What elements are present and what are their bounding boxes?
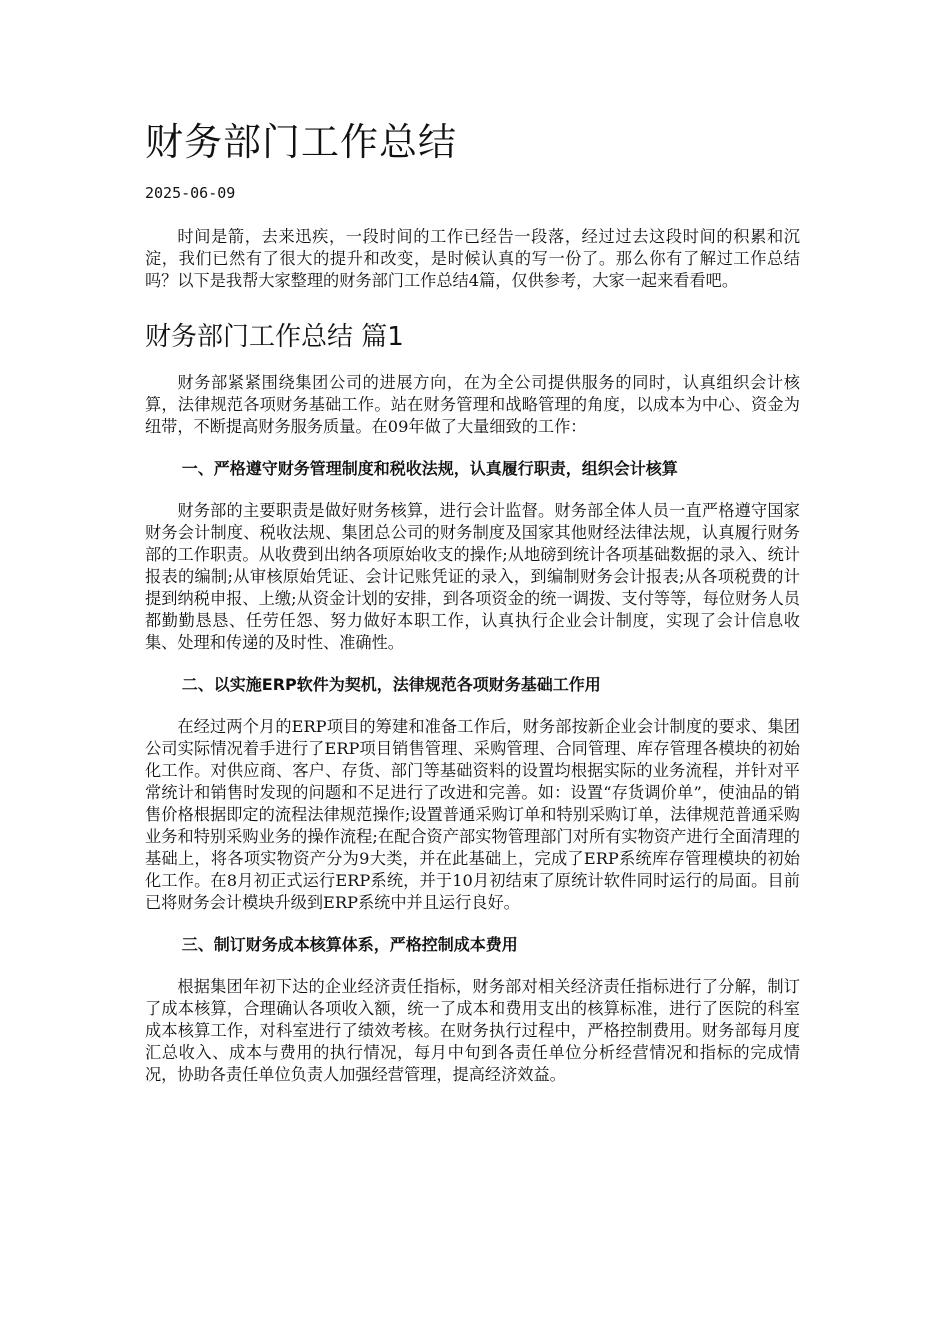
item-body-1: 财务部的主要职责是做好财务核算，进行会计监督。财务部全体人员一直严格遵守国家财务会计制度、税收法规、集团总公司的财务制度及国家其他财经法律法规，认真履行财务部的工作职责。从收费到出纳各项原始收支的操作;从地磅到统计各项基础数据的录入、统计报表的编制;从审核原始凭证、会计记账凭证的录入，到编制财务会计报表;从各项税费的计提到纳税申报、上缴;从资金计划的安排，到各项资金的统一调拨、支付等等，每位财务人员都勤勤恳恳、任劳任怨、努力做好本职工作，认真执行企业会计制度，实现了会计信息收集、处理和传递的及时性、准确性。 [145,501,800,652]
item-heading-3: 三、制订财务成本核算体系，严格控制成本费用 [181,935,518,954]
document-date: 2025-06-09 [145,184,236,202]
document-title: 财务部门工作总结 [145,120,458,164]
intro-paragraph: 时间是箭，去来迅疾，一段时间的工作已经告一段落，经过过去这段时间的积累和沉淀，我们已然有了很大的提升和改变，是时候认真的写一份了。那么你有了解过工作总结吗？以下是我帮大家整理的财务部门工作总结4篇，仅供参考，大家一起来看看吧。 [145,227,800,290]
item-heading-2: 二、以实施ERP软件为契机，法律规范各项财务基础工作用 [181,675,601,694]
document-content [145,116,800,1086]
section-intro-paragraph: 财务部紧紧围绕集团公司的进展方向，在为全公司提供服务的同时，认真组织会计核算，法律规范各项财务基础工作。站在财务管理和战略管理的角度，以成本为中心、资金为纽带，不断提高财务服务质量。在09年做了大量细致的工作： [145,373,800,436]
section-title: 财务部门工作总结 篇1 [145,322,404,352]
item-body-2: 在经过两个月的ERP项目的筹建和准备工作后，财务部按新企业会计制度的要求、集团公司实际情况着手进行了ERP项目销售管理、采购管理、合同管理、库存管理各模块的初始化工作。对供应商、客户、存货、部门等基础资料的设置均根据实际的业务流程，并针对平常统计和销售时发现的问题和不足进行了改进和完善。如：设置“存货调价单”，使油品的销售价格根据即定的流程法律规范操作;设置普通采购订单和特别采购订单，法律规范普通采购业务和特别采购业务的操作流程;在配合资产部实物管理部门对所有实物资产进行全面清理的基础上，将各项实物资产分为9大类，并在此基础上，完成了ERP系统库存管理模块的初始化工作。在8月初正式运行ERP系统，并于10月初结束了原统计软件同时运行的局面。目前已将财务会计模块升级到ERP系统中并且运行良好。 [145,717,800,912]
item-body-3: 根据集团年初下达的企业经济责任指标，财务部对相关经济责任指标进行了分解，制订了成本核算，合理确认各项收入额，统一了成本和费用支出的核算标准，进行了医院的科室成本核算工作，对科室进行了绩效考核。在财务执行过程中，严格控制费用。财务部每月度汇总收入、成本与费用的执行情况，每月中旬到各责任单位分析经营情况和指标的完成情况，协助各责任单位负责人加强经营管理，提高经济效益。 [145,977,800,1084]
item-heading-1: 一、严格遵守财务管理制度和税收法规，认真履行职责，组织会计核算 [181,459,678,478]
